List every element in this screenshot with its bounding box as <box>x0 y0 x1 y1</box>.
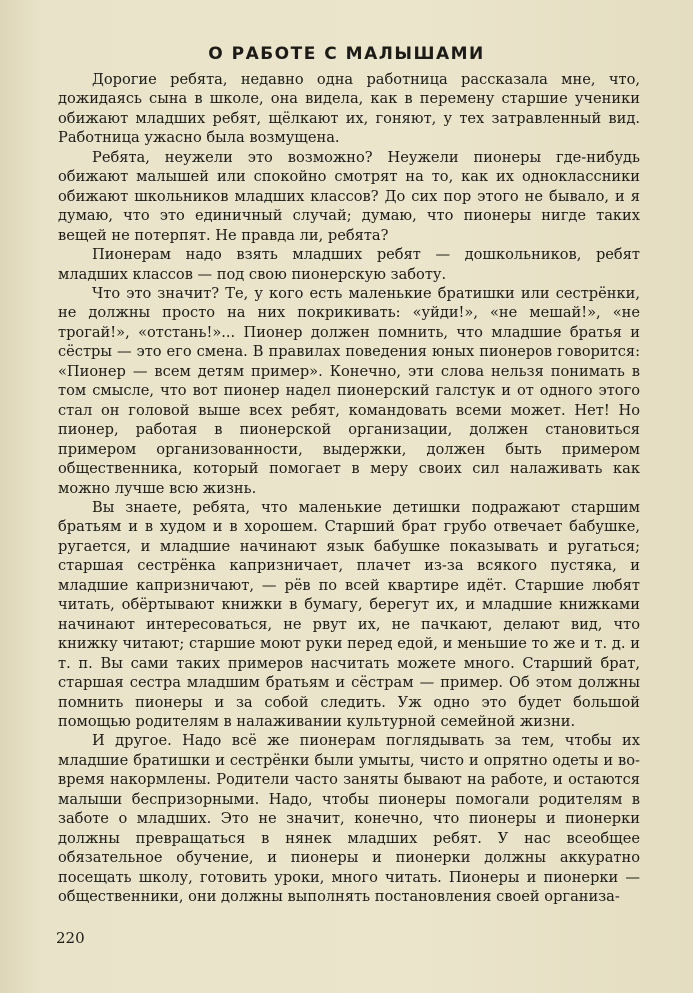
page-number: 220 <box>56 929 85 947</box>
paragraph: И другое. Надо всё же пионерам поглядывать за тем, чтобы их младшие братишки и сестрёнки были умыты, чисто и опрятно одеты и во-время накормлены. Родители часто заняты бывают на работе, и остаются малыши беспризорными. Надо, чтобы пионеры помогали родителям в заботе о младших. Это не значит, конечно, что пионеры и пионерки должны превращаться в нянек младших ребят. У нас всеобщее обязательное обучение, и пионеры и пионерки должны аккуратно посещать школу, готовить уроки, много читать. Пионеры и пионерки — общественники, они должны выполнять постановления своей организа- <box>58 732 640 906</box>
paragraph: Дорогие ребята, недавно одна работница рассказала мне, что, дожидаясь сына в школе, она видела, как в перемену старшие ученики обижают младших ребят, щёлкают их, гоняют, у тех затравленный вид. Работница ужасно была возмущена. <box>58 71 640 147</box>
article-body <box>58 70 640 906</box>
article-title: О РАБОТЕ С МАЛЫШАМИ <box>208 44 485 64</box>
paragraph: Что это значит? Те, у кого есть маленькие братишки или сестрёнки, не должны просто на них покрикивать: «уйди!», «не мешай!», «не трогай!», «отстань!»... Пионер должен помнить, что младшие братья и сёстры — это его смена. В правилах поведения юных пионеров говорится: «Пионер — всем детям пример». Конечно, эти слова нельзя понимать в том смысле, что вот пионер надел пионерский галстук и от одного этого стал он головой выше всех ребят, командовать всеми может. Нет! Но пионер, работая в пионерской организации, должен становиться примером организованности, выдержки, должен быть примером общественника, который помогает в меру своих сил налаживать как можно лучше всю жизнь. <box>58 284 640 497</box>
paragraph: Пионерам надо взять младших ребят — дошкольников, ребят младших классов — под свою пионерскую заботу. <box>58 246 640 283</box>
paragraph: Вы знаете, ребята, что маленькие детишки подражают старшим братьям и в худом и в хорошем. Старший брат грубо отвечает бабушке, ругается, и младшие начинают язык бабушке показывать и ругаться; старшая сестрёнка капризничает, плачет из-за всякого пустяка, и младшие капризничают, — рёв по всей квартире идёт. Старшие любят читать, обёртывают книжки в бумагу, берегут их, и младшие книжками начинают интересоваться, не рвут их, не пачкают, делают вид, что книжку читают; старшие моют руки перед едой, и меньшие то же и т. д. и т. п. Вы сами таких примеров насчитать можете много. Старший брат, старшая сестра младшим братьям и сёстрам — пример. Об этом должны помнить пионеры и за собой следить. Уж одно это будет большой помощью родителям в налаживании культурной семейной жизни. <box>58 498 640 730</box>
paragraph: Ребята, неужели это возможно? Неужели пионеры где-нибудь обижают малышей или спокойно смотрят на то, как их одноклассники обижают школьников младших классов? До сих пор этого не бывало, и я думаю, что это единичный случай; думаю, что пионеры нигде таких вещей не потерпят. Не правда ли, ребята? <box>58 148 640 244</box>
